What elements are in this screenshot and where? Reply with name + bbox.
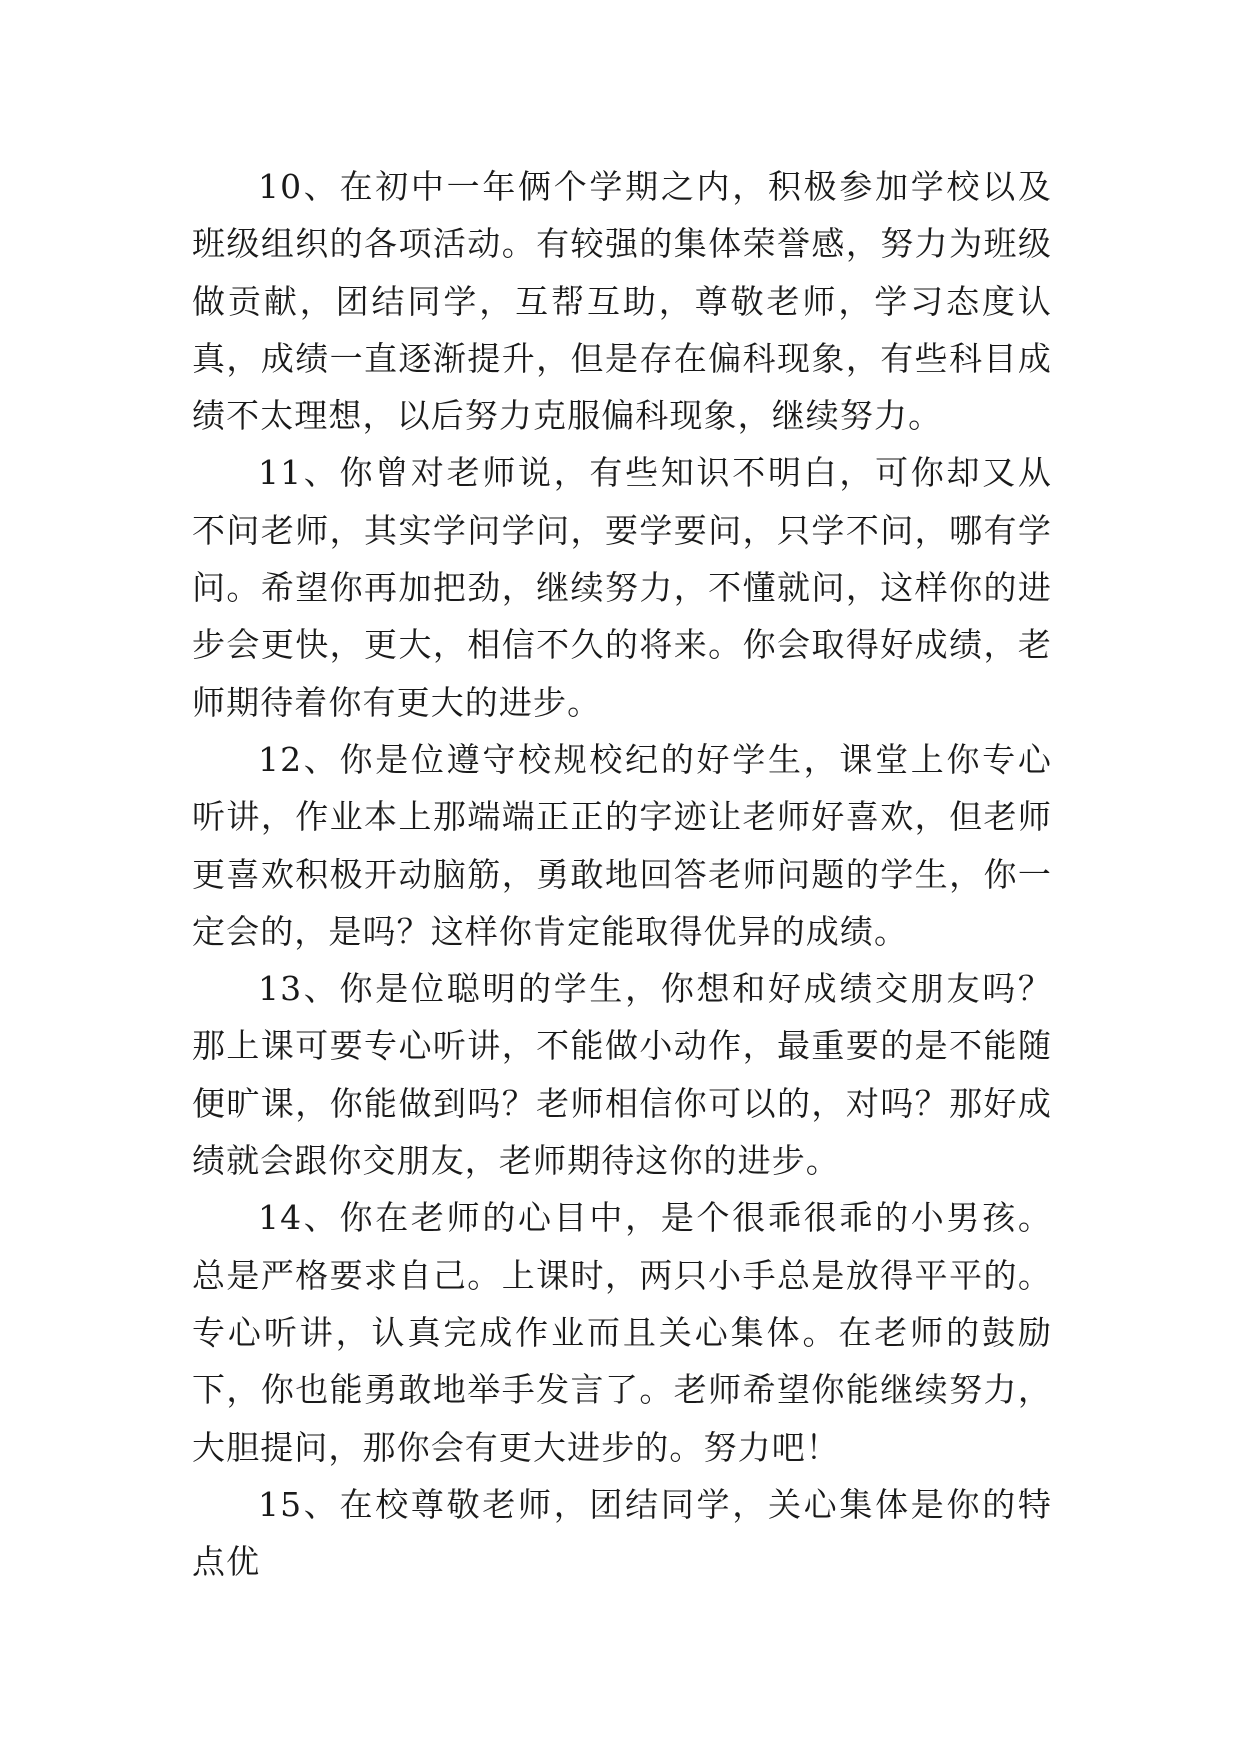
paragraph-comment-14: 14、你在老师的心目中，是个很乖很乖的小男孩。总是严格要求自己。上课时，两只小手总是放得平平的。专心听讲，认真完成作业而且关心集体。在老师的鼓励下，你也能勇敢地举手发言了。老师希望你能继续努力，大胆提问，那你会有更大进步的。努力吧！ [192,1198,1052,1467]
document-body [192,158,1052,1590]
paragraph-comment-11: 11、你曾对老师说，有些知识不明白，可你却又从不问老师，其实学问学问，要学要问，只学不问，哪有学问。希望你再加把劲，继续努力，不懂就问，这样你的进步会更快，更大，相信不久的将来。你会取得好成绩，老师期待着你有更大的进步。 [192,453,1052,722]
paragraph-comment-10: 10、在初中一年俩个学期之内，积极参加学校以及班级组织的各项活动。有较强的集体荣誉感，努力为班级做贡献，团结同学，互帮互助，尊敬老师，学习态度认真，成绩一直逐渐提升，但是存在偏科现象，有些科目成绩不太理想，以后努力克服偏科现象，继续努力。 [192,167,1052,436]
paragraph-comment-12: 12、你是位遵守校规校纪的好学生，课堂上你专心听讲，作业本上那端端正正的字迹让老师好喜欢，但老师更喜欢积极开动脑筋，勇敢地回答老师问题的学生，你一定会的，是吗？这样你肯定能取得优异的成绩。 [192,739,1052,951]
paragraph-comment-15: 15、在校尊敬老师，团结同学，关心集体是你的特点优 [192,1484,1052,1582]
paragraph-comment-13: 13、你是位聪明的学生，你想和好成绩交朋友吗？那上课可要专心听讲，不能做小动作，最重要的是不能随便旷课，你能做到吗？老师相信你可以的，对吗？那好成绩就会跟你交朋友，老师期待这你的进步。 [192,969,1052,1181]
